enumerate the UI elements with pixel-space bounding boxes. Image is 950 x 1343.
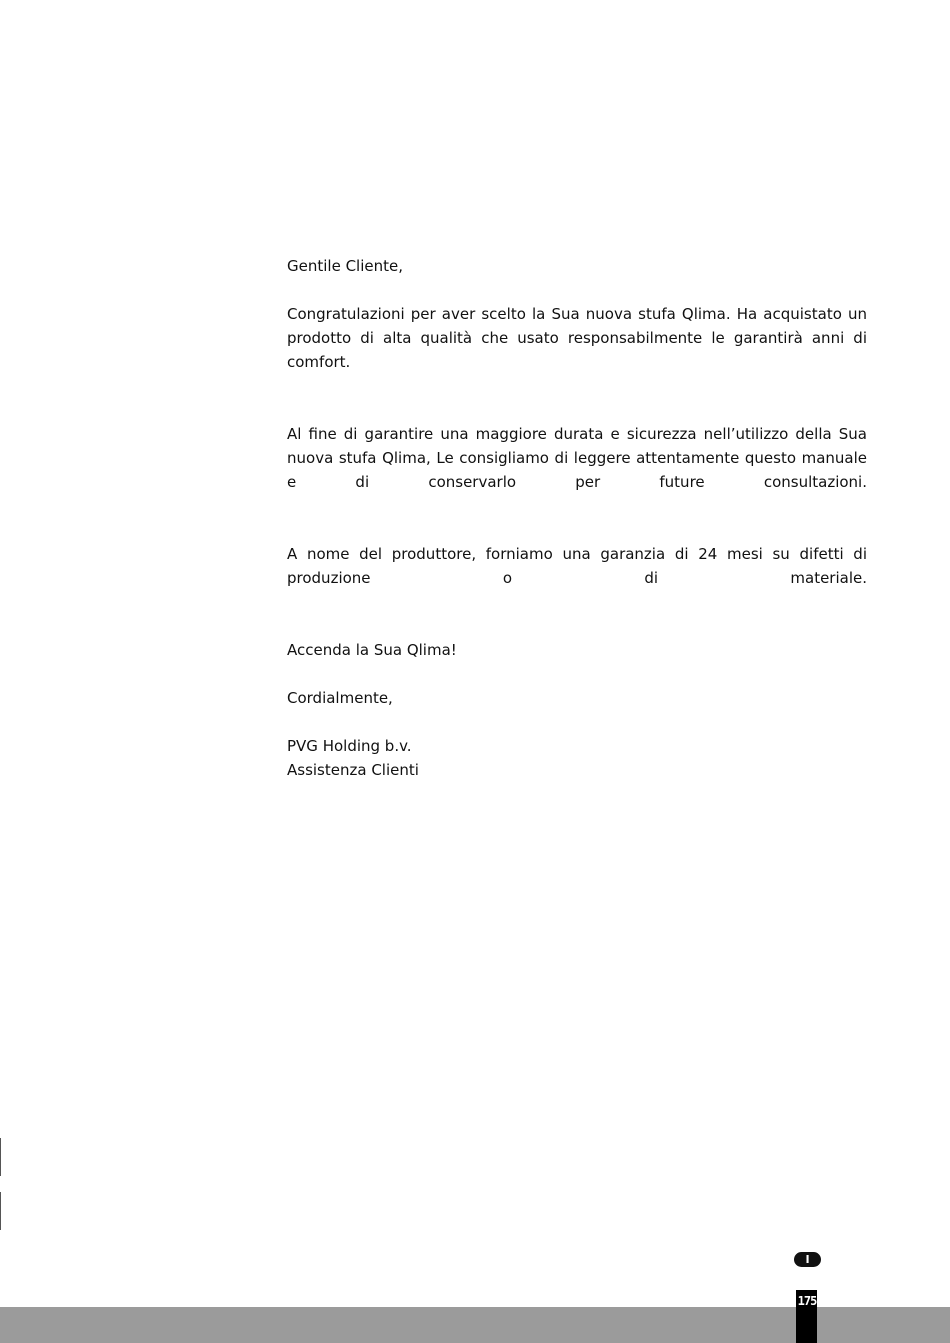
letter-slogan: Accenda la Sua Qlima! [287, 641, 457, 659]
margin-tick-upper [0, 1138, 1, 1176]
signature-company: PVG Holding b.v. [287, 737, 412, 755]
letter-paragraph-congratulations: Congratulazioni per aver scelto la Sua nuova stufa Qlima. Ha acquistato un prodotto di alta qualità che usato responsabilmente le garantirà anni di comfort. [287, 305, 867, 371]
letter-closing: Cordialmente, [287, 689, 393, 707]
letter-paragraph-warranty: A nome del produttore, forniamo una garanzia di 24 mesi su difetti di produzione o di materiale. [287, 545, 867, 587]
letter-greeting: Gentile Cliente, [287, 257, 403, 275]
letter-body [287, 254, 867, 782]
letter-paragraph-manual-advice: Al fine di garantire una maggiore durata e sicurezza nell’utilizzo della Sua nuova stufa Qlima, Le consigliamo di leggere attentamente questo manuale e di conservarlo per future consultazioni. [287, 425, 867, 491]
page-number: 175 [797, 1294, 817, 1308]
letter-signature [287, 734, 867, 782]
margin-tick-lower [0, 1192, 1, 1230]
language-badge: I [794, 1252, 821, 1267]
signature-department: Assistenza Clienti [287, 761, 419, 779]
